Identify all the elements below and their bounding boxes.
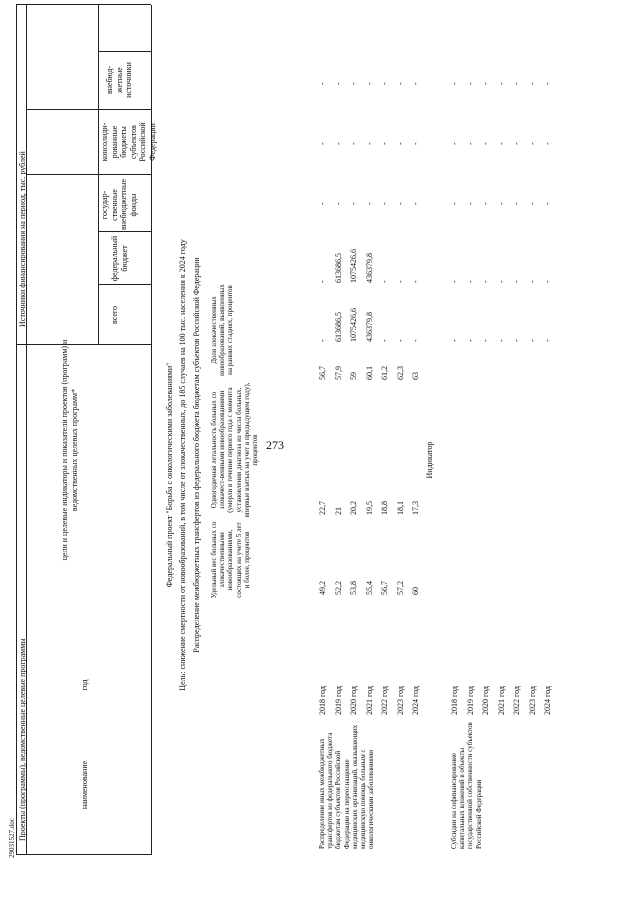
cell-i1: 56,7: [380, 581, 389, 595]
cell-cons: -: [450, 142, 459, 145]
cell-federal: -: [465, 280, 475, 283]
cell-cons: -: [465, 142, 475, 145]
cell-total: -: [496, 339, 506, 342]
cell-federal: -: [496, 280, 506, 283]
cell-year: 2024 год: [543, 686, 552, 715]
cell-off: -: [349, 82, 358, 85]
header-projects: Проекты (программы), ведомственные целевые программы: [18, 638, 27, 841]
cell-i2: 17,3: [411, 501, 420, 515]
cell-year: 2020 год: [349, 686, 358, 715]
cell-off: -: [527, 82, 537, 85]
col-offbudget: внебюд-жетные источники: [105, 62, 133, 98]
cell-i1: 52,2: [333, 581, 343, 595]
cell-off: -: [481, 82, 490, 85]
cell-total: 436379,8: [364, 312, 374, 342]
cell-year: 2021 год: [496, 686, 506, 715]
cell-cons: -: [543, 142, 552, 145]
indicator-1: Удельный вес больных со злокачественными новообразованиями, состоящих на учете 5 лет и более, процентов: [210, 521, 251, 599]
cell-i2: 22,7: [318, 501, 327, 515]
cell-total: -: [411, 339, 420, 342]
cell-cons: -: [318, 142, 327, 145]
cell-year: 2022 год: [380, 686, 389, 715]
cell-year: 2021 год: [364, 686, 374, 715]
cell-total: -: [512, 339, 521, 342]
cell-funds: -: [527, 202, 537, 205]
cell-off: -: [465, 82, 475, 85]
cell-total: -: [318, 339, 327, 342]
cell-funds: -: [496, 202, 506, 205]
cell-funds: -: [364, 202, 374, 205]
cell-year: 2018 год: [318, 686, 327, 715]
cell-cons: -: [411, 142, 420, 145]
footer-filename: 29031527.doc: [8, 818, 16, 858]
cell-off: -: [318, 82, 327, 85]
cell-funds: -: [450, 202, 459, 205]
cell-off: -: [543, 82, 552, 85]
cell-i1: 57,2: [395, 581, 405, 595]
header-sources: Источники финансирования на период, тыс. рублей: [18, 151, 27, 327]
rule-right: [16, 4, 151, 5]
cell-total: -: [543, 339, 552, 342]
cell-off: -: [512, 82, 521, 85]
cell-total: -: [450, 339, 459, 342]
indicator-label: Индикатор: [425, 441, 434, 479]
cell-federal: -: [380, 280, 389, 283]
col-funds: государ-ственные внебюджетные фонды: [100, 179, 138, 230]
cell-federal: -: [512, 280, 521, 283]
col-goals: цели и целевые индикаторы и показатели проектов (программ) и ведомственных целевых программ*: [60, 339, 79, 561]
cell-year: 2023 год: [527, 686, 537, 715]
col-total: всего: [110, 306, 119, 325]
cell-total: -: [481, 339, 490, 342]
cell-funds: -: [318, 202, 327, 205]
cell-total: -: [380, 339, 389, 342]
cell-cons: -: [481, 142, 490, 145]
page-number: 273: [266, 438, 284, 452]
cell-i3: 60,1: [364, 366, 374, 380]
cell-federal: 1075426,6: [349, 249, 358, 283]
indicator-3: Доля злокачественных новообразований, выявленных на ранних стадиях, процентов: [210, 284, 235, 376]
cell-year: 2019 год: [333, 686, 343, 715]
cell-off: -: [364, 82, 374, 85]
cell-funds: -: [395, 202, 405, 205]
cell-i2: 21: [333, 507, 343, 515]
cell-cons: -: [380, 142, 389, 145]
cell-federal: 613686,5: [333, 253, 343, 283]
cell-funds: -: [481, 202, 490, 205]
cell-i2: 20,2: [349, 501, 358, 515]
col-federal: федеральный бюджет: [110, 235, 129, 282]
cell-i1: 55,4: [364, 581, 374, 595]
cell-total: -: [465, 339, 475, 342]
cell-off: -: [450, 82, 459, 85]
cell-i2: 18,1: [395, 501, 405, 515]
goal-text: Цель: снижение смертности от новообразований, в том числе от злокачественных, до 185 случаев на 100 тыс. населения к 2024 году: [178, 239, 187, 691]
cell-federal: -: [318, 280, 327, 283]
cell-off: -: [496, 82, 506, 85]
cell-funds: -: [543, 202, 552, 205]
col-year: год: [80, 679, 89, 691]
col-name: наименование: [80, 760, 89, 810]
cell-i3: 57,9: [333, 366, 343, 380]
cell-year: 2022 год: [512, 686, 521, 715]
cell-i2: 19,5: [364, 501, 374, 515]
cell-cons: -: [512, 142, 521, 145]
col-consolidated: консолиди-рованные бюджеты субъектов Российской Федерации: [100, 122, 157, 162]
cell-federal: -: [411, 280, 420, 283]
cell-year: 2019 год: [465, 686, 475, 715]
cell-cons: -: [496, 142, 506, 145]
cell-i1: 60: [411, 587, 420, 595]
cell-year: 2020 год: [481, 686, 490, 715]
cell-off: -: [395, 82, 405, 85]
cell-total: 613686,5: [333, 312, 343, 342]
cell-total: -: [527, 339, 537, 342]
cell-federal: -: [395, 280, 405, 283]
cell-funds: -: [465, 202, 475, 205]
cell-i2: 18,8: [380, 501, 389, 515]
cell-federal: -: [543, 280, 552, 283]
cell-funds: -: [333, 202, 343, 205]
cell-i3: 62,3: [395, 366, 405, 380]
cell-i3: 63: [411, 372, 420, 380]
cell-year: 2018 год: [450, 686, 459, 715]
cell-cons: -: [395, 142, 405, 145]
cell-cons: -: [527, 142, 537, 145]
cell-year: 2024 год: [411, 686, 420, 715]
cell-total: -: [395, 339, 405, 342]
cell-i1: 53,8: [349, 581, 358, 595]
cell-cons: -: [333, 142, 343, 145]
cell-funds: -: [349, 202, 358, 205]
cell-funds: -: [380, 202, 389, 205]
cell-off: -: [380, 82, 389, 85]
rule-split: [16, 344, 151, 345]
cell-federal: 436379,8: [364, 253, 374, 283]
block1-name: Распределение иных межбюджетных трансфертов из федерального бюджета бюджетам субъектов Российской Федерации на переоснащение медицинских организаций, оказывающих медицинскую помощь больным с онкологическими заболеваниями: [318, 724, 376, 849]
indicator-2: Одногодичная летальность больных со злокачест-венными новообразованиями (умерли в течение первого года с момента установления диагноза из числа больных, впервые взятых на учет в предыдущем году), процентов: [210, 382, 260, 518]
cell-federal: -: [527, 280, 537, 283]
cell-off: -: [411, 82, 420, 85]
distribution-text: Распределение межбюджетных трансфертов из федерального бюджета бюджетам субъектов Российской Федерации: [192, 257, 201, 653]
cell-funds: -: [512, 202, 521, 205]
cell-federal: -: [450, 280, 459, 283]
cell-cons: -: [364, 142, 374, 145]
cell-cons: -: [349, 142, 358, 145]
cell-i3: 61,2: [380, 366, 389, 380]
cell-off: -: [333, 82, 343, 85]
rule-top: [16, 5, 17, 855]
cell-i3: 56,7: [318, 366, 327, 380]
project-title: Федеральный проект "Борьба с онкологическими заболеваниями": [165, 362, 174, 588]
cell-total: 1075426,6: [349, 308, 358, 342]
cell-funds: -: [411, 202, 420, 205]
cell-i3: 59: [349, 372, 358, 380]
block2-name: Субсидии на софинансирование капитальных вложений в объекты государственной собственности субъектов Российской Федерации: [450, 722, 483, 849]
cell-i1: 49,2: [318, 581, 327, 595]
cell-federal: -: [481, 280, 490, 283]
cell-year: 2023 год: [395, 686, 405, 715]
